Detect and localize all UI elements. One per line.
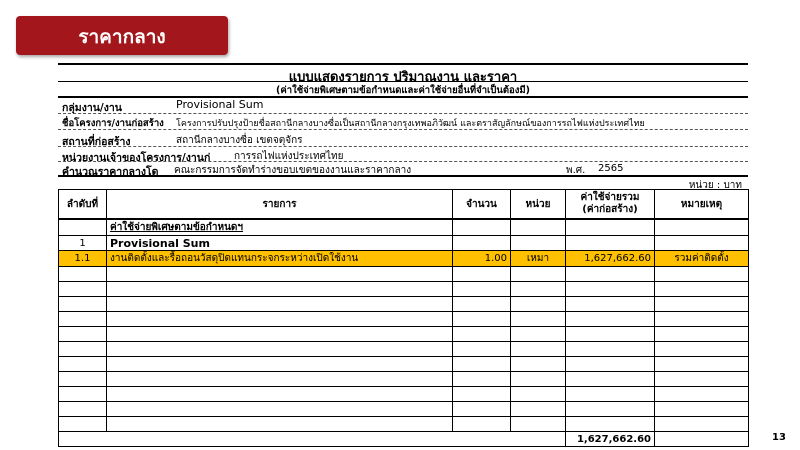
unit-note: หน่วย : บาท <box>688 180 742 191</box>
cell-remark: รวมค่าติดตั้ง <box>655 251 749 267</box>
cell-cost <box>566 219 655 236</box>
cell-item: ค่าใช้จ่ายพิเศษตามข้อกำหนดฯ <box>107 219 453 236</box>
agency-value: การรถไฟแห่งประเทศไทย <box>234 151 344 162</box>
total-row <box>59 432 749 447</box>
cell-item: Provisional Sum <box>107 236 453 251</box>
document-subtitle: (ค่าใช้จ่ายพิเศษตามข้อกำหนดและค่าใช้จ่ายอื่นที่จำเป็นต้องมี) <box>276 85 530 96</box>
empty-row <box>59 267 749 282</box>
table-header-row <box>59 190 749 220</box>
calc-value: คณะกรรมการจัดทำร่างขอบเขตของงานและราคากลาง <box>174 165 412 176</box>
items-table <box>58 189 749 447</box>
year-value: 2565 <box>598 163 624 174</box>
header-qty: จำนวน <box>453 190 511 220</box>
info-rule-4 <box>58 161 748 162</box>
cell-item: งานติดตั้งและรื้อถอนวัสดุปิดแทนกระจกระหว่างเปิดใช้งาน <box>107 251 453 267</box>
cell-no <box>59 219 107 236</box>
header-no: ลำดับที่ <box>59 190 107 220</box>
cell-qty: 1.00 <box>453 251 511 267</box>
cell-qty <box>453 219 511 236</box>
header-cost <box>566 190 655 220</box>
cell-unit <box>511 219 566 236</box>
site-label: สถานที่ก่อสร้าง <box>62 136 131 148</box>
empty-row <box>59 312 749 327</box>
info-rule-1 <box>58 113 748 114</box>
header-cost-line2: (ค่าก่อสร้าง) <box>582 204 638 215</box>
project-value: โครงการปรับปรุงป้ายชื่อสถานีกลางบางซื่อเป็นสถานีกลางกรุงเทพอภิวัฒน์ และตราสัญลักษณ์ของการรถไฟแห่งประเทศไทย <box>176 119 645 129</box>
cell-cost: 1,627,662.60 <box>566 251 655 267</box>
table-row-highlighted <box>59 251 749 267</box>
header-remark: หมายเหตุ <box>655 190 749 220</box>
group-value: Provisional Sum <box>176 98 264 111</box>
top-rule <box>58 63 748 65</box>
agency-label: หน่วยงานเจ้าของโครงการ/งานก่ <box>62 152 211 164</box>
subtitle-rule <box>58 96 748 98</box>
cell-qty <box>453 236 511 251</box>
year-label: พ.ศ. <box>566 165 586 176</box>
empty-row <box>59 297 749 312</box>
cell-unit <box>511 236 566 251</box>
page-number: 13 <box>772 432 786 443</box>
info-rule-2 <box>58 129 748 130</box>
empty-row <box>59 387 749 402</box>
info-bottom-rule <box>58 175 748 177</box>
empty-row <box>59 282 749 297</box>
document-title: แบบแสดงรายการ ปริมาณงาน และราคา <box>288 70 518 85</box>
cell-unit: เหมา <box>511 251 566 267</box>
group-label: กลุ่มงาน/งาน <box>62 102 122 114</box>
total-remark <box>655 432 749 447</box>
slide-title-badge <box>16 16 228 55</box>
cell-no: 1 <box>59 236 107 251</box>
cell-remark <box>655 236 749 251</box>
empty-row <box>59 342 749 357</box>
table-row <box>59 236 749 251</box>
table-row <box>59 219 749 236</box>
header-unit: หน่วย <box>511 190 566 220</box>
title-rule <box>58 81 748 82</box>
empty-row <box>59 417 749 432</box>
calc-label: คำนวณราคากลางโด <box>62 166 159 178</box>
empty-row <box>59 402 749 417</box>
info-rule-3 <box>58 146 748 147</box>
slide-title: ราคากลาง <box>78 26 166 48</box>
total-cost: 1,627,662.60 <box>566 432 655 447</box>
site-value: สถานีกลางบางซื่อ เขตจตุจักร <box>176 135 303 146</box>
cell-cost <box>566 236 655 251</box>
empty-row <box>59 327 749 342</box>
header-item: รายการ <box>107 190 453 220</box>
cell-remark <box>655 219 749 236</box>
total-spacer <box>59 432 566 447</box>
cell-no: 1.1 <box>59 251 107 267</box>
empty-row <box>59 372 749 387</box>
empty-row <box>59 357 749 372</box>
project-label: ชื่อโครงการ/งานก่อสร้าง <box>62 118 164 129</box>
header-cost-line1: ค่าใช้จ่ายรวม <box>580 192 640 203</box>
